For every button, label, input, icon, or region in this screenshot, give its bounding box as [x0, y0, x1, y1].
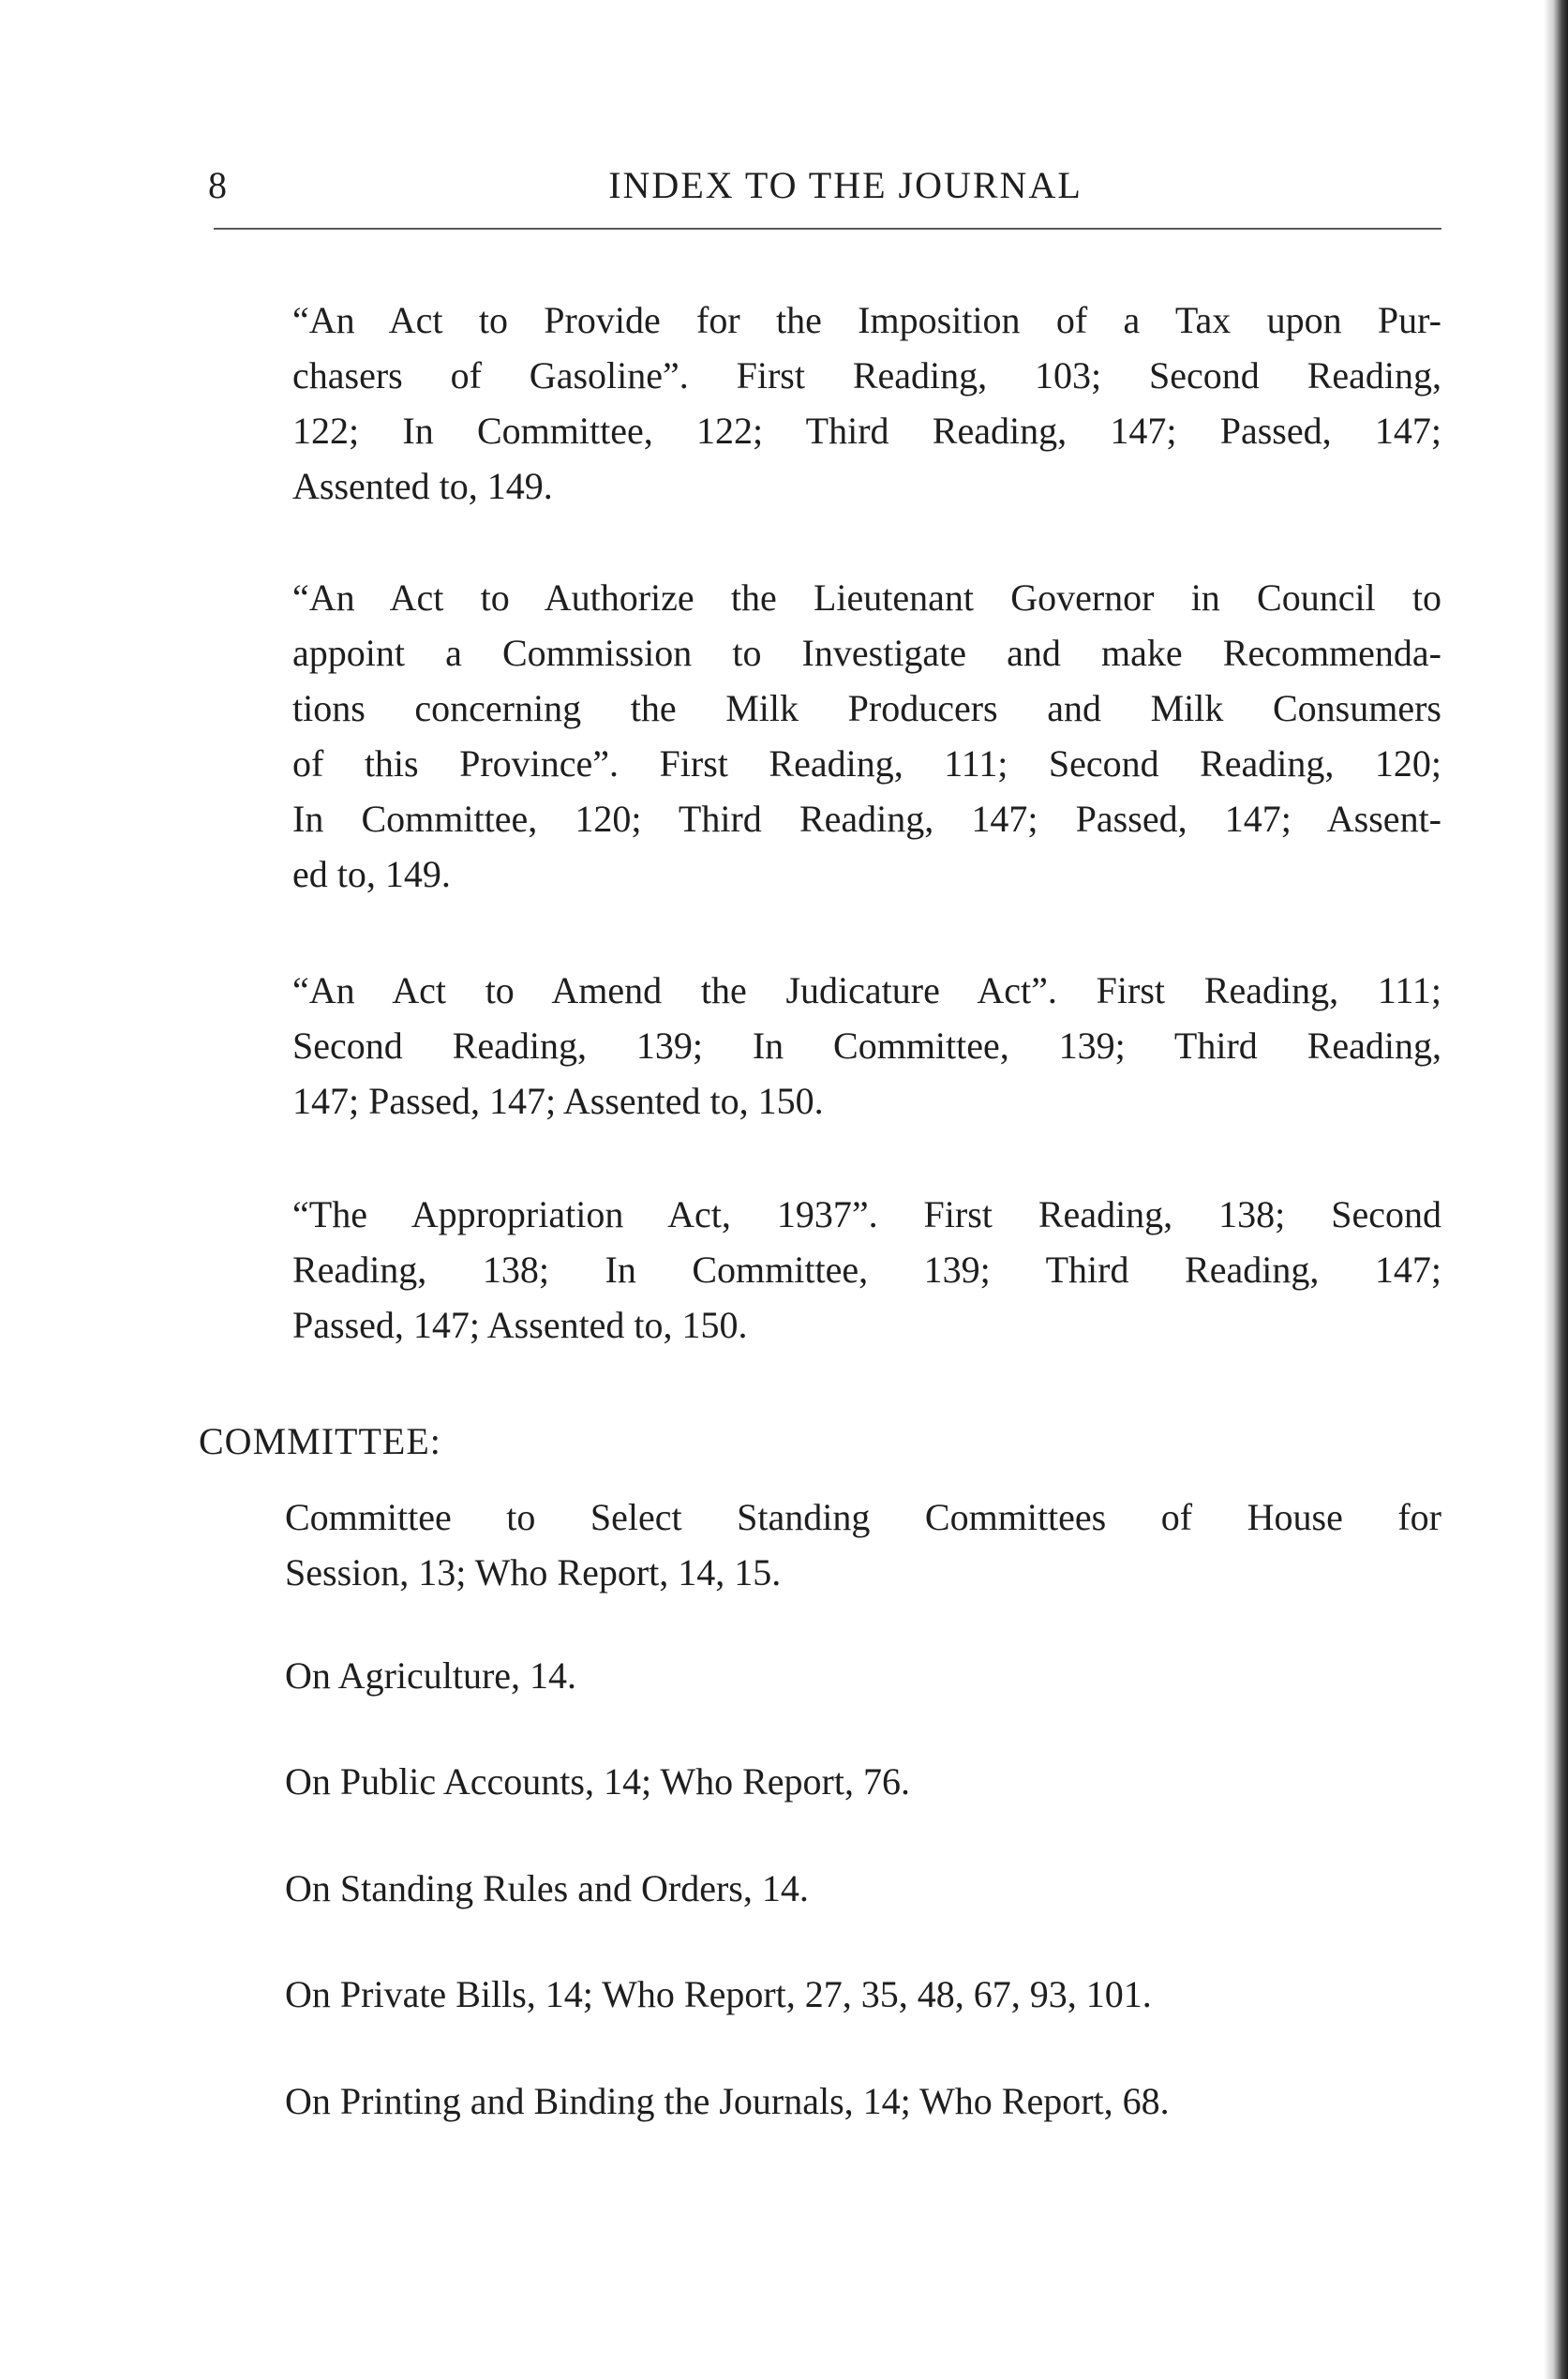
- running-head: INDEX TO THE JOURNAL: [608, 164, 1083, 206]
- bill-entry-appropriation-act: [292, 1187, 1441, 1353]
- entry-line: “The Appropriation Act, 1937”. First Reading, 138; Second: [292, 1193, 1441, 1235]
- bill-entry-gasoline-tax: [292, 292, 1441, 514]
- entry-line: On Public Accounts, 14; Who Report, 76.: [285, 1760, 910, 1803]
- entry-line: “An Act to Authorize the Lieutenant Governor in Council to: [292, 576, 1441, 619]
- entry-line: “An Act to Amend the Judicature Act”. First Reading, 111;: [292, 969, 1441, 1011]
- entry-line: chasers of Gasoline”. First Reading, 103; Second Reading,: [292, 354, 1441, 396]
- entry-line: 122; In Committee, 122; Third Reading, 147; Passed, 147;: [292, 410, 1441, 452]
- entry-line: Reading, 138; In Committee, 139; Third Reading, 147;: [292, 1249, 1441, 1291]
- committee-entry-agriculture: [285, 1648, 1441, 1703]
- entry-line: Committee to Select Standing Committees of House for: [285, 1496, 1441, 1538]
- entry-line: Assented to, 149.: [292, 465, 553, 507]
- entry-line: 147; Passed, 147; Assented to, 150.: [292, 1080, 824, 1122]
- header-rule: [214, 228, 1441, 230]
- entry-line: Passed, 147; Assented to, 150.: [292, 1304, 748, 1346]
- entry-line: “An Act to Provide for the Imposition of a Tax upon Pur-: [292, 299, 1441, 341]
- committee-entry-private-bills: [285, 1967, 1441, 2022]
- entry-line: of this Province”. First Reading, 111; Second Reading, 120;: [292, 742, 1441, 785]
- entry-line: In Committee, 120; Third Reading, 147; Passed, 147; Assent-: [292, 798, 1441, 840]
- entry-line: On Agriculture, 14.: [285, 1654, 577, 1697]
- entry-line: Session, 13; Who Report, 14, 15.: [285, 1551, 782, 1593]
- committee-entry-standing-rules: [285, 1861, 1441, 1916]
- committee-entry-public-accounts: [285, 1754, 1441, 1809]
- page-header: [208, 157, 1445, 214]
- bill-entry-judicature-act: [292, 963, 1441, 1129]
- entry-line: tions concerning the Milk Producers and Milk Consumers: [292, 687, 1441, 729]
- entry-line: Second Reading, 139; In Committee, 139; Third Reading,: [292, 1025, 1441, 1067]
- entry-line: appoint a Commission to Investigate and make Recommenda-: [292, 632, 1441, 674]
- committee-entry-printing-binding: [285, 2073, 1441, 2129]
- page-edge-shadow: [1544, 0, 1568, 2379]
- entry-line: On Printing and Binding the Journals, 14; Who Report, 68.: [285, 2080, 1170, 2122]
- entry-line: On Standing Rules and Orders, 14.: [285, 1867, 809, 1909]
- entry-line: On Private Bills, 14; Who Report, 27, 35, 48, 67, 93, 101.: [285, 1973, 1152, 2015]
- committee-entry-select-standing: [285, 1489, 1441, 1600]
- entry-line: ed to, 149.: [292, 853, 451, 895]
- committee-heading: COMMITTEE:: [199, 1420, 441, 1462]
- page-number: 8: [208, 164, 227, 206]
- bill-entry-milk-commission: [292, 570, 1441, 902]
